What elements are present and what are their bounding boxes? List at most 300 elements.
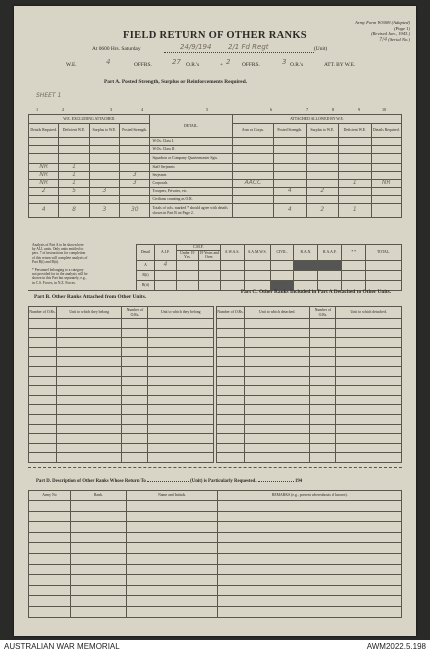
- part-d-col: Rank.: [70, 491, 126, 501]
- blank-cell: [126, 564, 218, 575]
- blank-cell: [56, 395, 122, 405]
- hw-serial: 7/4: [379, 36, 388, 43]
- analysis-table: [136, 244, 402, 291]
- unit-dotted-line: [164, 52, 314, 54]
- row-cell: 3: [89, 188, 119, 196]
- blank-cell: [122, 434, 148, 444]
- blank-cell: [29, 414, 57, 424]
- analysis-header: * *: [342, 245, 366, 261]
- part-c-row: [217, 328, 402, 338]
- analysis-header: R.A.A.F.: [318, 245, 342, 261]
- blank-cell: [70, 606, 126, 617]
- part-d-divider: [28, 467, 402, 468]
- blank-cell: [56, 366, 122, 376]
- analysis-header: 19 Years and Over.: [199, 251, 219, 260]
- analysis-cell: [318, 270, 342, 280]
- col-number: 2: [62, 107, 65, 112]
- row-cell: NR: [29, 172, 59, 180]
- part-c-row: [217, 395, 402, 405]
- analysis-header: Under 19 Yrs.: [176, 251, 198, 261]
- hw-date: 24/9/194: [180, 43, 212, 51]
- analysis-cell: [366, 270, 402, 280]
- part-b-row: [29, 443, 214, 453]
- blank-cell: [310, 338, 336, 348]
- blank-cell: [126, 606, 218, 617]
- blank-cell: [29, 395, 57, 405]
- blank-cell: [310, 357, 336, 367]
- blank-cell: [217, 395, 245, 405]
- analysis-header: A.I.F.: [154, 245, 176, 261]
- row-cell: 3: [89, 204, 119, 218]
- row-cell: 1: [59, 180, 89, 188]
- blank-cell: [310, 424, 336, 434]
- row-detail: Squadron or Company Quartermaster Sgts.: [150, 154, 232, 164]
- blank-cell: [244, 376, 310, 386]
- analysis-cell-redacted: [318, 260, 342, 270]
- row-cell: 4: [274, 204, 307, 218]
- form-ref-line3: (Revised Jan., 1943.): [371, 31, 410, 37]
- blank-cell: [29, 511, 71, 522]
- part-c-row: [217, 443, 402, 453]
- row-cell: [339, 154, 372, 164]
- blank-cell: [122, 328, 148, 338]
- part-b-heading: Part B. Other Ranks Attached from Other Units.: [34, 294, 147, 300]
- analysis-header: R.A.N.: [294, 245, 318, 261]
- row-cell: [274, 154, 307, 164]
- blank-cell: [70, 511, 126, 522]
- blank-cell: [336, 328, 402, 338]
- part-a-row: [29, 180, 402, 188]
- blank-cell: [122, 453, 148, 463]
- blank-cell: [29, 543, 71, 554]
- offrs-label-2: OFFRS.: [242, 62, 260, 68]
- col-number: 5: [206, 107, 209, 112]
- blank-cell: [244, 347, 310, 357]
- blank-cell: [29, 328, 57, 338]
- row-cell: [59, 196, 89, 204]
- blank-cell: [217, 347, 245, 357]
- form-ref-line2: (Page 1): [394, 25, 410, 31]
- part-a-row: [29, 172, 402, 180]
- at-line: At 0600 Hrs. Saturday: [92, 46, 141, 52]
- blank-cell: [336, 319, 402, 329]
- blank-cell: [336, 386, 402, 396]
- row-detail: Civilians counting as O.R.: [150, 196, 232, 204]
- row-cell: [306, 164, 339, 172]
- blank-cell: [148, 414, 214, 424]
- analysis-cell: [154, 280, 176, 290]
- row-cell: 1: [59, 172, 89, 180]
- offrs-label: OFFRS.: [134, 62, 152, 68]
- blank-cell: [126, 532, 218, 543]
- blank-cell: [217, 376, 245, 386]
- analysis-header: A.A.M.W.S.: [244, 245, 270, 261]
- blank-cell: [29, 347, 57, 357]
- col-number: 7: [306, 107, 309, 112]
- part-c-row: [217, 386, 402, 396]
- analysis-header: TOTAL.: [366, 245, 402, 261]
- row-cell: [232, 146, 273, 154]
- blank-cell: [70, 532, 126, 543]
- row-cell: [339, 138, 372, 146]
- analysis-note-2: * Personnel belonging to a category not provided for in the analysis will be shown in this Part but separately, e.g., in C.S. Forces, in N.Z. Forces.: [32, 268, 88, 285]
- blank-cell: [217, 319, 245, 329]
- blank-cell: [56, 453, 122, 463]
- row-cell: NR: [371, 180, 401, 188]
- blank-cell: [29, 532, 71, 543]
- col-header: Arm or Corps.: [232, 124, 273, 138]
- blank-cell: [122, 395, 148, 405]
- blank-cell: [148, 347, 214, 357]
- part-a-row: [29, 146, 402, 154]
- part-b-row: [29, 366, 214, 376]
- blank-cell: [310, 414, 336, 424]
- blank-cell: [310, 386, 336, 396]
- part-a-row: [29, 164, 402, 172]
- blank-cell: [29, 319, 57, 329]
- col-header: Deficient W.E.: [59, 124, 89, 138]
- blank-cell: [310, 443, 336, 453]
- blank-cell: [217, 434, 245, 444]
- col-number: 8: [332, 107, 335, 112]
- row-cell: [371, 188, 401, 196]
- blank-cell: [148, 443, 214, 453]
- analysis-header: A.W.A.S.: [220, 245, 244, 261]
- row-cell: [59, 138, 89, 146]
- blank-cell: [218, 511, 402, 522]
- blank-cell: [29, 564, 71, 575]
- part-d-table: [28, 490, 402, 618]
- analysis-header: Detail: [137, 245, 155, 261]
- blank-cell: [56, 376, 122, 386]
- blank-cell: [29, 405, 57, 415]
- part-b-row: [29, 319, 214, 329]
- part-c-row: [217, 453, 402, 463]
- row-cell: [339, 164, 372, 172]
- blank-cell: [244, 328, 310, 338]
- blank-cell: [29, 575, 71, 586]
- blank-cell: [244, 357, 310, 367]
- part-d-row: [29, 532, 402, 543]
- analysis-cell: [198, 270, 220, 280]
- blank-cell: [126, 585, 218, 596]
- row-detail: Staff Serjeants: [150, 164, 232, 172]
- blank-cell: [336, 424, 402, 434]
- row-cell: [29, 146, 59, 154]
- part-a-row: [29, 154, 402, 164]
- blank-cell: [122, 405, 148, 415]
- analysis-note: Analysis of Part A to be shown here by ALL units. Only units entitled to pers. 7 of instructions for completion of this return will complete analysis of Part B(i) and B(ii).: [32, 243, 88, 264]
- form-title: FIELD RETURN OF OTHER RANKS: [123, 30, 307, 41]
- hw-we-offrs: 4: [106, 58, 111, 66]
- part-c-row: [217, 414, 402, 424]
- blank-cell: [336, 376, 402, 386]
- part-d-unit-blank: [147, 481, 189, 482]
- blank-cell: [217, 424, 245, 434]
- blank-cell: [217, 405, 245, 415]
- blank-cell: [29, 424, 57, 434]
- blank-cell: [310, 319, 336, 329]
- blank-cell: [29, 376, 57, 386]
- blank-cell: [217, 366, 245, 376]
- analysis-cell: [154, 270, 176, 280]
- blank-cell: [310, 453, 336, 463]
- part-d-col: Name and Initials.: [126, 491, 218, 501]
- form-ref-serial: (Serial No.): [388, 36, 410, 42]
- analysis-header: CIVIL.: [270, 245, 294, 261]
- part-c-row: [217, 319, 402, 329]
- part-b-row: [29, 328, 214, 338]
- footer-right: AWM2022.5.198: [366, 642, 426, 651]
- blank-cell: [70, 596, 126, 607]
- blank-cell: [310, 434, 336, 444]
- part-b-row: [29, 395, 214, 405]
- analysis-cell: [294, 270, 318, 280]
- part-c-row: [217, 376, 402, 386]
- row-cell: [371, 164, 401, 172]
- row-cell: 8: [59, 204, 89, 218]
- hw-ors2: 3: [282, 58, 287, 66]
- blank-cell: [29, 366, 57, 376]
- detail-header: DETAIL.: [150, 115, 232, 138]
- analysis-cell: [366, 260, 402, 270]
- part-d-row: [29, 606, 402, 617]
- blank-cell: [122, 443, 148, 453]
- blank-cell: [310, 347, 336, 357]
- blank-cell: [336, 414, 402, 424]
- blank-cell: [336, 338, 402, 348]
- analysis-cell: [244, 270, 270, 280]
- row-cell: [120, 196, 150, 204]
- col-number: 1: [36, 107, 39, 112]
- blank-cell: [29, 606, 71, 617]
- blank-cell: [148, 319, 214, 329]
- analysis-row-label: B(ii): [137, 280, 155, 290]
- col-number: 4: [141, 107, 144, 112]
- row-cell: 2: [306, 204, 339, 218]
- blank-cell: [336, 453, 402, 463]
- analysis-cell: [342, 270, 366, 280]
- part-a-row: [29, 196, 402, 204]
- col-number: 3: [110, 107, 113, 112]
- part-b-row: [29, 347, 214, 357]
- blank-cell: [336, 405, 402, 415]
- col-header: Details Required.: [371, 124, 401, 138]
- cmf-header: C.M.F.: [176, 245, 220, 251]
- blank-cell: [244, 386, 310, 396]
- blank-cell: [244, 443, 310, 453]
- row-cell: [89, 196, 119, 204]
- row-cell: [232, 172, 273, 180]
- blank-cell: [310, 405, 336, 415]
- blank-cell: [148, 386, 214, 396]
- row-cell: [306, 172, 339, 180]
- part-c-row: [217, 434, 402, 444]
- part-b-col: Unit to which they belong: [148, 307, 214, 319]
- blank-cell: [148, 357, 214, 367]
- row-cell: [371, 138, 401, 146]
- row-cell: [232, 154, 273, 164]
- att-label: ATT. BY W.E.: [324, 62, 356, 68]
- blank-cell: [244, 405, 310, 415]
- blank-cell: [336, 434, 402, 444]
- ors-label-2: O.R.'s: [290, 62, 304, 68]
- part-a-row: [29, 204, 402, 218]
- blank-cell: [218, 585, 402, 596]
- sheet-note: SHEET 1: [36, 92, 62, 99]
- blank-cell: [218, 596, 402, 607]
- blank-cell: [70, 543, 126, 554]
- row-cell: [89, 180, 119, 188]
- blank-cell: [148, 453, 214, 463]
- row-cell: [371, 154, 401, 164]
- blank-cell: [148, 366, 214, 376]
- row-cell: [274, 164, 307, 172]
- part-b-col: Number of O.Rs.: [29, 307, 57, 319]
- row-cell: [89, 172, 119, 180]
- part-b-row: [29, 338, 214, 348]
- row-cell: [29, 138, 59, 146]
- blank-cell: [148, 395, 214, 405]
- part-b-row: [29, 376, 214, 386]
- col-header: Details Required.: [29, 124, 59, 138]
- blank-cell: [70, 585, 126, 596]
- blank-cell: [29, 596, 71, 607]
- col-header: Surplus to W.E.: [89, 124, 119, 138]
- blank-cell: [122, 338, 148, 348]
- analysis-cell: [270, 260, 294, 270]
- blank-cell: [244, 434, 310, 444]
- part-c-col: Number of O.Rs.: [310, 307, 336, 319]
- part-d-row: [29, 543, 402, 554]
- blank-cell: [122, 366, 148, 376]
- part-b-table: [28, 306, 214, 463]
- part-d-row: [29, 511, 402, 522]
- analysis-row-label: A: [137, 260, 155, 270]
- row-cell: [339, 196, 372, 204]
- blank-cell: [217, 338, 245, 348]
- blank-cell: [244, 319, 310, 329]
- blank-cell: [70, 553, 126, 564]
- blank-cell: [336, 357, 402, 367]
- part-d-heading-mid: (Unit) is Particularly Requested.: [190, 479, 257, 484]
- blank-cell: [70, 522, 126, 533]
- row-cell: [339, 146, 372, 154]
- blank-cell: [218, 575, 402, 586]
- blank-cell: [122, 414, 148, 424]
- row-cell: [306, 180, 339, 188]
- blank-cell: [56, 386, 122, 396]
- blank-cell: [56, 347, 122, 357]
- blank-cell: [217, 357, 245, 367]
- blank-cell: [244, 366, 310, 376]
- analysis-cell: [220, 270, 244, 280]
- analysis-cell: [176, 280, 198, 290]
- blank-cell: [218, 532, 402, 543]
- part-d-year: 194: [294, 479, 303, 484]
- part-c-heading: Part C. Other Ranks Included in Part A Detached to Other Units.: [240, 289, 392, 295]
- row-cell: [29, 154, 59, 164]
- row-cell: [232, 196, 273, 204]
- blank-cell: [56, 443, 122, 453]
- row-cell: [274, 138, 307, 146]
- part-c-row: [217, 366, 402, 376]
- row-cell: 4: [29, 204, 59, 218]
- blank-cell: [148, 405, 214, 415]
- blank-cell: [310, 376, 336, 386]
- blank-cell: [244, 395, 310, 405]
- part-d-heading-line: [36, 479, 406, 484]
- col-number: 10: [382, 107, 387, 112]
- analysis-cell: [244, 260, 270, 270]
- row-cell: [89, 154, 119, 164]
- row-cell: [274, 196, 307, 204]
- analysis-row-label: B(i): [137, 270, 155, 280]
- row-cell: [306, 138, 339, 146]
- row-detail: W.Os. Class II.: [150, 146, 232, 154]
- row-cell: [29, 196, 59, 204]
- blank-cell: [29, 386, 57, 396]
- analysis-cell: [220, 260, 244, 270]
- part-c-row: [217, 347, 402, 357]
- row-cell: [306, 146, 339, 154]
- row-detail: W.Os. Class I.: [150, 138, 232, 146]
- blank-cell: [29, 501, 71, 512]
- col-header: Posted Strength.: [274, 124, 307, 138]
- part-d-date-blank: [258, 481, 294, 482]
- blank-cell: [122, 424, 148, 434]
- blank-cell: [244, 424, 310, 434]
- hw-unit: 2/1 Fd Regt: [228, 43, 269, 51]
- blank-cell: [126, 553, 218, 564]
- part-b-row: [29, 386, 214, 396]
- blank-cell: [336, 347, 402, 357]
- row-cell: [232, 164, 273, 172]
- part-c-row: [217, 338, 402, 348]
- col-number: 6: [270, 107, 273, 112]
- form-ref-line1: Army Form W3009 (Adapted): [355, 20, 410, 25]
- part-c-row: [217, 357, 402, 367]
- blank-cell: [56, 434, 122, 444]
- row-cell: [232, 188, 273, 196]
- we-label: W.E.: [66, 62, 77, 68]
- we-excluding-header: W.E. EXCLUDING ATTACHED.: [29, 115, 150, 124]
- footer-left: AUSTRALIAN WAR MEMORIAL: [4, 642, 120, 651]
- part-d-row: [29, 522, 402, 533]
- blank-cell: [310, 328, 336, 338]
- blank-cell: [336, 395, 402, 405]
- row-detail: Totals of cols. marked * should agree with details shown in Part B on Page 2.: [150, 204, 232, 218]
- blank-cell: [122, 386, 148, 396]
- blank-cell: [218, 564, 402, 575]
- row-cell: [89, 146, 119, 154]
- row-cell: [371, 172, 401, 180]
- blank-cell: [29, 443, 57, 453]
- part-a-heading: Part A. Posted Strength, Surplus or Reinforcements Required.: [104, 79, 248, 85]
- row-cell: [339, 188, 372, 196]
- analysis-cell: [198, 260, 220, 270]
- row-cell: [59, 154, 89, 164]
- part-a-row: [29, 188, 402, 196]
- blank-cell: [126, 501, 218, 512]
- row-cell: [274, 172, 307, 180]
- part-d-row: [29, 585, 402, 596]
- row-cell: [339, 172, 372, 180]
- blank-cell: [244, 338, 310, 348]
- plus-sign: +: [220, 62, 224, 68]
- part-d-row: [29, 575, 402, 586]
- row-cell: [120, 188, 150, 196]
